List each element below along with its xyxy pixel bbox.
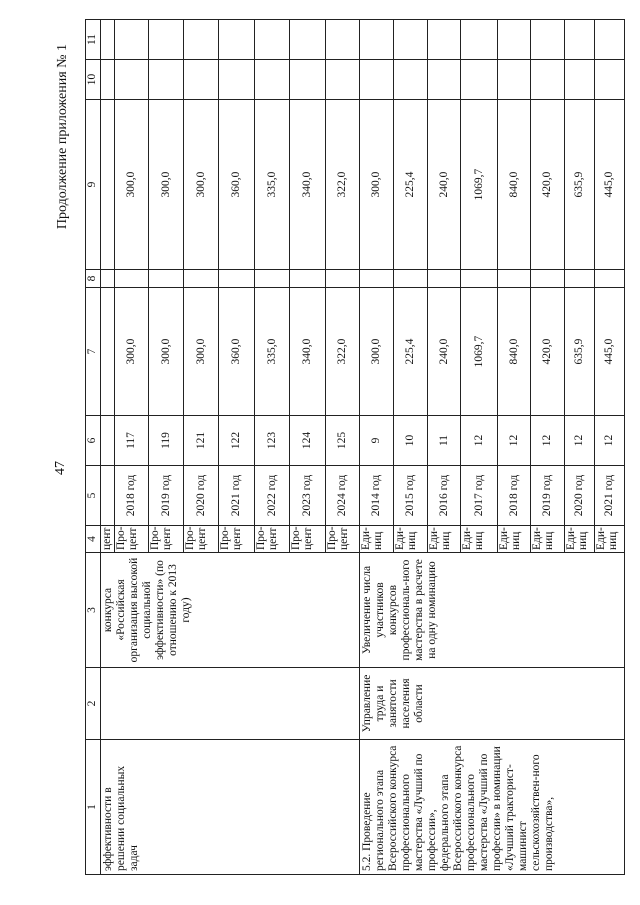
column-header: 8: [86, 270, 101, 288]
amount-cell: 335,0: [255, 100, 290, 270]
amount-cell: 420,0: [531, 100, 565, 270]
column-header: 10: [86, 60, 101, 100]
amount-cell: 445,0: [595, 100, 625, 270]
year-cell: 2019 год: [531, 466, 565, 526]
amount-cell: 240,0: [428, 288, 461, 416]
column-header: 7: [86, 288, 101, 416]
amount-cell: 340,0: [290, 100, 326, 270]
empty-cell: [498, 270, 531, 288]
value-cell: 122: [219, 416, 255, 466]
empty-cell: [394, 60, 428, 100]
empty-cell: [290, 60, 326, 100]
table-row: [101, 20, 115, 875]
empty-cell: [326, 60, 360, 100]
empty-cell: [595, 20, 625, 60]
empty-cell: [255, 270, 290, 288]
empty-cell: [360, 20, 394, 60]
column-header: 11: [86, 20, 101, 60]
unit-cell: Про- цент: [255, 526, 290, 553]
empty-cell: [101, 60, 115, 100]
table-body: [101, 20, 625, 875]
value-cell: 117: [115, 416, 149, 466]
year-cell: 2022 год: [255, 466, 290, 526]
empty-cell: [101, 270, 115, 288]
empty-cell: [149, 270, 184, 288]
value-cell: 119: [149, 416, 184, 466]
table-row: [360, 20, 394, 875]
table-header-row: [86, 20, 101, 875]
empty-cell: [115, 20, 149, 60]
indicator-name-cell: конкурса «Российская организация высокой социальной эффективности» (по отношению к 2013 году): [101, 553, 360, 668]
amount-cell: 300,0: [115, 100, 149, 270]
amount-cell: 1069,7: [461, 288, 498, 416]
empty-cell: [255, 60, 290, 100]
year-cell: 2019 год: [149, 466, 184, 526]
amount-cell: 360,0: [219, 100, 255, 270]
empty-cell: [184, 270, 219, 288]
empty-cell: [565, 270, 595, 288]
empty-cell: [326, 20, 360, 60]
empty-cell: [428, 270, 461, 288]
column-header: 9: [86, 100, 101, 270]
value-cell: 12: [498, 416, 531, 466]
value-cell: 12: [565, 416, 595, 466]
amount-cell: 635,9: [565, 100, 595, 270]
empty-cell: [498, 20, 531, 60]
empty-cell: [101, 20, 115, 60]
amount-cell: 340,0: [290, 288, 326, 416]
empty-cell: [595, 270, 625, 288]
empty-cell: [219, 60, 255, 100]
page-number: 47: [53, 461, 68, 475]
value-cell: 10: [394, 416, 428, 466]
empty-cell: [219, 20, 255, 60]
amount-cell: 225,4: [394, 288, 428, 416]
unit-cell: цент: [101, 526, 115, 553]
amount-cell: 360,0: [219, 288, 255, 416]
unit-cell: Еди- ниц: [360, 526, 394, 553]
unit-cell: Еди- ниц: [595, 526, 625, 553]
empty-cell: [184, 60, 219, 100]
value-cell: 123: [255, 416, 290, 466]
amount-cell: 300,0: [149, 288, 184, 416]
empty-cell: [461, 60, 498, 100]
empty-cell: [461, 20, 498, 60]
value-cell: 124: [290, 416, 326, 466]
value-cell: 12: [461, 416, 498, 466]
amount-cell: 300,0: [184, 100, 219, 270]
value-cell: 125: [326, 416, 360, 466]
empty-cell: [461, 270, 498, 288]
empty-cell: [360, 270, 394, 288]
amount-cell: 300,0: [115, 288, 149, 416]
empty-cell: [149, 20, 184, 60]
unit-cell: Еди- ниц: [394, 526, 428, 553]
year-cell: 2021 год: [219, 466, 255, 526]
empty-cell: [565, 60, 595, 100]
amount-cell: 840,0: [498, 288, 531, 416]
column-header: 2: [86, 668, 101, 740]
empty-cell: [326, 270, 360, 288]
amount-cell: 335,0: [255, 288, 290, 416]
empty-cell: [531, 270, 565, 288]
year-cell: 2018 год: [498, 466, 531, 526]
amount-cell: 420,0: [531, 288, 565, 416]
empty-cell: [394, 270, 428, 288]
year-cell: 2023 год: [290, 466, 326, 526]
year-cell: 2020 год: [565, 466, 595, 526]
year-cell: [101, 466, 115, 526]
amount-cell: 322,0: [326, 288, 360, 416]
amount-cell: 635,9: [565, 288, 595, 416]
year-cell: 2015 год: [394, 466, 428, 526]
empty-cell: [428, 20, 461, 60]
amount-cell: 445,0: [595, 288, 625, 416]
empty-cell: [565, 20, 595, 60]
amount-cell: 300,0: [360, 288, 394, 416]
year-cell: 2024 год: [326, 466, 360, 526]
amount-cell: 1069,7: [461, 100, 498, 270]
year-cell: 2018 год: [115, 466, 149, 526]
value-cell: 12: [531, 416, 565, 466]
empty-cell: [290, 20, 326, 60]
year-cell: 2017 год: [461, 466, 498, 526]
appendix-table: [85, 19, 625, 875]
value-cell: 12: [595, 416, 625, 466]
unit-cell: Про- цент: [115, 526, 149, 553]
column-header: 3: [86, 553, 101, 668]
empty-cell: [360, 60, 394, 100]
empty-cell: [115, 270, 149, 288]
responsible-executor-cell: [101, 668, 360, 740]
unit-cell: Еди- ниц: [461, 526, 498, 553]
amount-cell: 322,0: [326, 100, 360, 270]
empty-cell: [498, 60, 531, 100]
unit-cell: Про- цент: [290, 526, 326, 553]
year-cell: 2021 год: [595, 466, 625, 526]
value-cell: 121: [184, 416, 219, 466]
empty-cell: [531, 60, 565, 100]
unit-cell: Про- цент: [149, 526, 184, 553]
empty-cell: [255, 20, 290, 60]
empty-cell: [595, 60, 625, 100]
unit-cell: Про- цент: [184, 526, 219, 553]
column-header: 6: [86, 416, 101, 466]
unit-cell: Еди- ниц: [428, 526, 461, 553]
unit-cell: Еди- ниц: [531, 526, 565, 553]
amount-cell: 300,0: [149, 100, 184, 270]
amount-cell: 840,0: [498, 100, 531, 270]
year-cell: 2020 год: [184, 466, 219, 526]
indicator-name-cell: Увеличение числа участников конкурсов профессиональ-ного мастерства в расчете на одну номинацию: [360, 553, 625, 668]
column-header: 4: [86, 526, 101, 553]
empty-cell: [531, 20, 565, 60]
empty-cell: [184, 20, 219, 60]
unit-cell: Про- цент: [219, 526, 255, 553]
empty-cell: [115, 60, 149, 100]
empty-cell: [290, 270, 326, 288]
appendix-continuation-label: Продолжение приложения № 1: [55, 44, 70, 230]
responsible-executor-cell: Управление труда и занятости населения области: [360, 668, 625, 740]
amount-cell: [101, 100, 115, 270]
value-cell: 11: [428, 416, 461, 466]
year-cell: 2016 год: [428, 466, 461, 526]
year-cell: 2014 год: [360, 466, 394, 526]
unit-cell: Еди- ниц: [498, 526, 531, 553]
unit-cell: Еди- ниц: [565, 526, 595, 553]
unit-cell: Про- цент: [326, 526, 360, 553]
amount-cell: 225,4: [394, 100, 428, 270]
empty-cell: [394, 20, 428, 60]
empty-cell: [219, 270, 255, 288]
empty-cell: [149, 60, 184, 100]
amount-cell: 300,0: [184, 288, 219, 416]
amount-cell: 240,0: [428, 100, 461, 270]
measure-description-cell: 5.2. Проведение регионального этапа Всероссийского конкурса профессионального мастерства «Лучший по профессии», федерального этапа Всероссийского конкурса профессионального мастерства «Лучший по профессии» в номинации «Лучший тракторист-машинист сельскохозяйствен-ного производства»,: [360, 740, 625, 875]
value-cell: [101, 416, 115, 466]
measure-description-cell: эффективности в решении социальных задач: [101, 740, 360, 875]
column-header: 1: [86, 740, 101, 875]
amount-cell: [101, 288, 115, 416]
value-cell: 9: [360, 416, 394, 466]
amount-cell: 300,0: [360, 100, 394, 270]
column-header: 5: [86, 466, 101, 526]
empty-cell: [428, 60, 461, 100]
